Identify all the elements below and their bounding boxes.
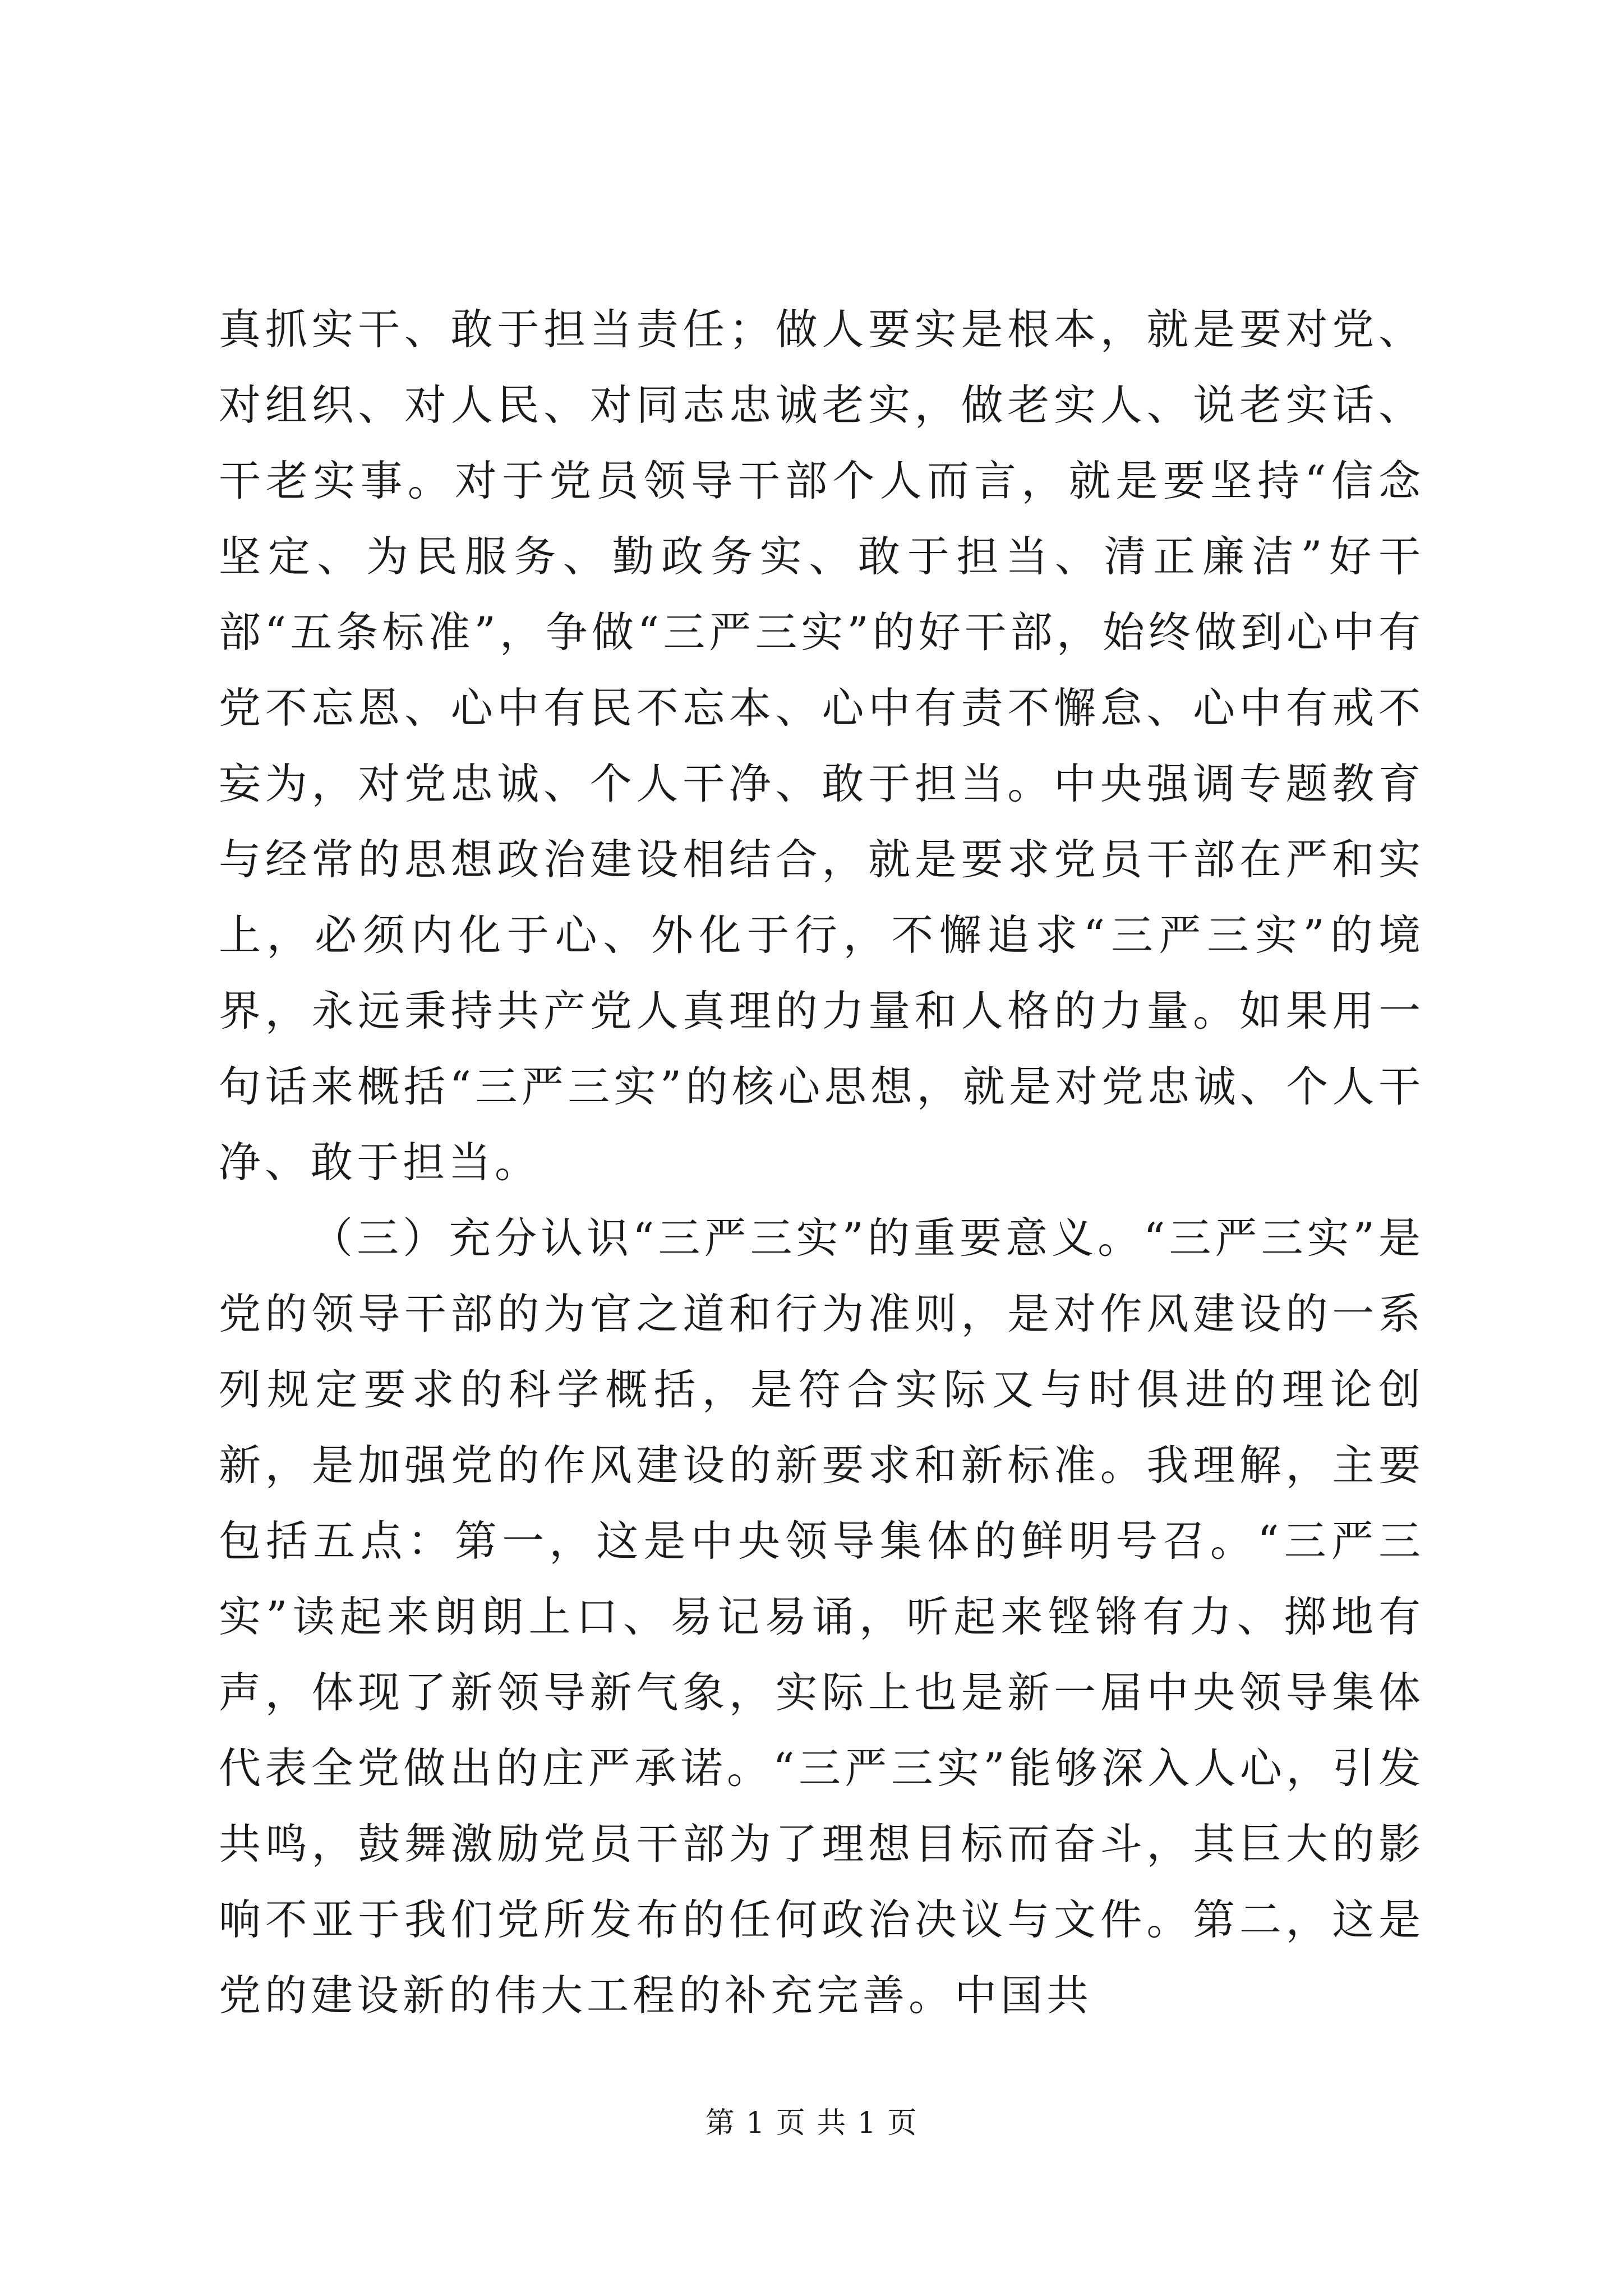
- page-footer: 第 1 页 共 1 页: [705, 2106, 918, 2140]
- paragraph-1: 真抓实干、敢于担当责任；做人要实是根本，就是要对党、对组织、对人民、对同志忠诚老实，做老实人、说老实话、干老实事。对于党员领导干部个人而言，就是要坚持“信念坚定、为民服务、勤政务实、敢于担当、清正廉洁”好干部“五条标准”，争做“三严三实”的好干部，始终做到心中有党不忘恩、心中有民不忘本、心中有责不懈怠、心中有戒不妄为，对党忠诚、个人干净、敢于担当。中央强调专题教育与经常的思想政治建设相结合，就是要求党员干部在严和实上，必须内化于心、外化于行，不懈追求“三严三实”的境界，永远秉持共产党人真理的力量和人格的力量。如果用一句话来概括“三严三实”的核心思想，就是对党忠诚、个人干净、敢于担当。: [219, 305, 1424, 1187]
- document-body: [219, 292, 1424, 2033]
- paragraph-2: （三）充分认识“三严三实”的重要意义。“三严三实”是党的领导干部的为官之道和行为准则，是对作风建设的一系列规定要求的科学概括，是符合实际又与时俱进的理论创新，是加强党的作风建设的新要求和新标准。我理解，主要包括五点：第一，这是中央领导集体的鲜明号召。“三严三实”读起来朗朗上口、易记易诵，听起来铿锵有力、掷地有声，体现了新领导新气象，实际上也是新一届中央领导集体代表全党做出的庄严承诺。“三严三实”能够深入人心，引发共鸣，鼓舞激励党员干部为了理想目标而奋斗，其巨大的影响不亚于我们党所发布的任何政治决议与文件。第二，这是党的建设新的伟大工程的补充完善。中国共: [219, 1213, 1424, 2020]
